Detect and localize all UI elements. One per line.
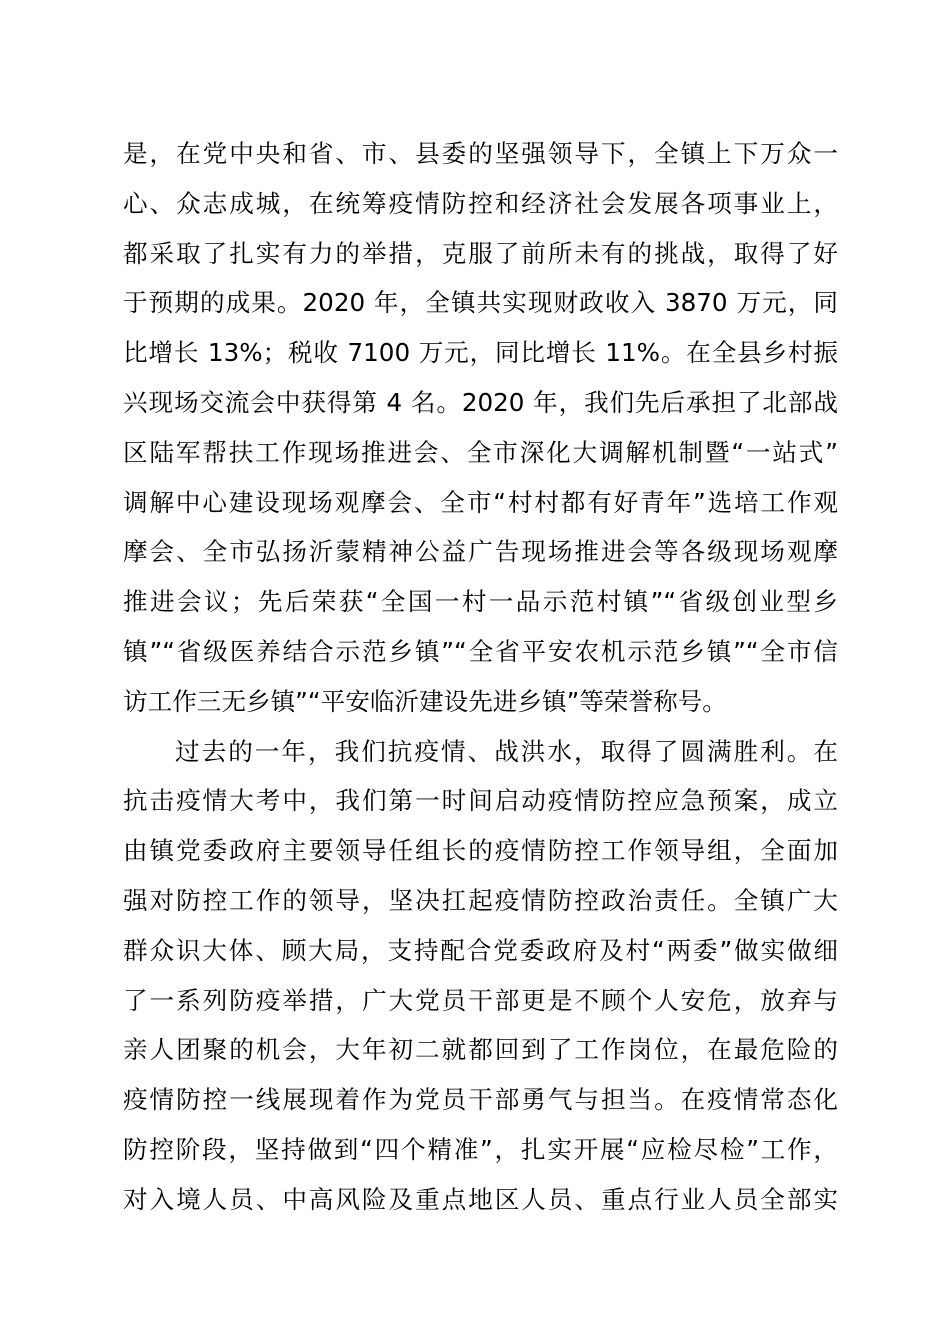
- text-line: 区陆军帮扶工作现场推进会、全市深化大调解机制暨“一站式”: [123, 437, 839, 467]
- text-line: 亲人团聚的机会，大年初二就都回到了工作岗位，在最危险的: [123, 1035, 838, 1065]
- text-line: 访工作三无乡镇”“平安临沂建设先进乡镇”等荣誉称号。: [123, 686, 727, 716]
- text-line: 了一系列防疫举措，广大党员干部更是不顾个人安危，放弃与: [123, 985, 838, 1015]
- text-line: 推进会议；先后荣获“全国一村一品示范村镇”“省级创业型乡: [123, 587, 838, 617]
- text-line: 疫情防控一线展现着作为党员干部勇气与担当。在疫情常态化: [123, 1085, 838, 1115]
- text-line: 由镇党委政府主要领导任组长的疫情防控工作领导组，全面加: [123, 836, 838, 866]
- text-line: 群众识大体、顾大局，支持配合党委政府及村“两委”做实做细: [123, 935, 839, 965]
- paragraph-1: [123, 129, 838, 727]
- document-body: [123, 129, 838, 1225]
- text-line: 过去的一年，我们抗疫情、战洪水，取得了圆满胜利。在: [175, 736, 838, 766]
- text-line: 都采取了扎实有力的举措，克服了前所未有的挑战，取得了好: [123, 238, 838, 268]
- text-line: 是，在党中央和省、市、县委的坚强领导下，全镇上下万众一: [123, 139, 838, 168]
- text-line: 强对防控工作的领导，坚决扛起疫情防控政治责任。全镇广大: [123, 885, 838, 915]
- text-line: 兴现场交流会中获得第 4 名。2020 年，我们先后承担了北部战: [123, 387, 838, 417]
- text-line: 心、众志成城，在统筹疫情防控和经济社会发展各项事业上，: [123, 188, 838, 218]
- text-line: 镇”“省级医养结合示范乡镇”“全省平安农机示范乡镇”“全市信: [123, 636, 838, 666]
- text-line: 于预期的成果。2020 年，全镇共实现财政收入 3870 万元，同: [123, 288, 838, 318]
- text-line: 摩会、全市弘扬沂蒙精神公益广告现场推进会等各级现场观摩: [123, 537, 838, 567]
- text-line: 调解中心建设现场观摩会、全市“村村都有好青年”选培工作观: [123, 487, 838, 517]
- paragraph-2: [123, 727, 838, 1225]
- text-line: 对入境人员、中高风险及重点地区人员、重点行业人员全部实: [123, 1184, 838, 1214]
- text-line: 抗击疫情大考中，我们第一时间启动疫情防控应急预案，成立: [123, 786, 838, 816]
- text-line: 防控阶段，坚持做到“四个精准”，扎实开展“应检尽检”工作，: [123, 1134, 838, 1164]
- text-line: 比增长 13%；税收 7100 万元，同比增长 11%。在全县乡村振: [123, 338, 838, 368]
